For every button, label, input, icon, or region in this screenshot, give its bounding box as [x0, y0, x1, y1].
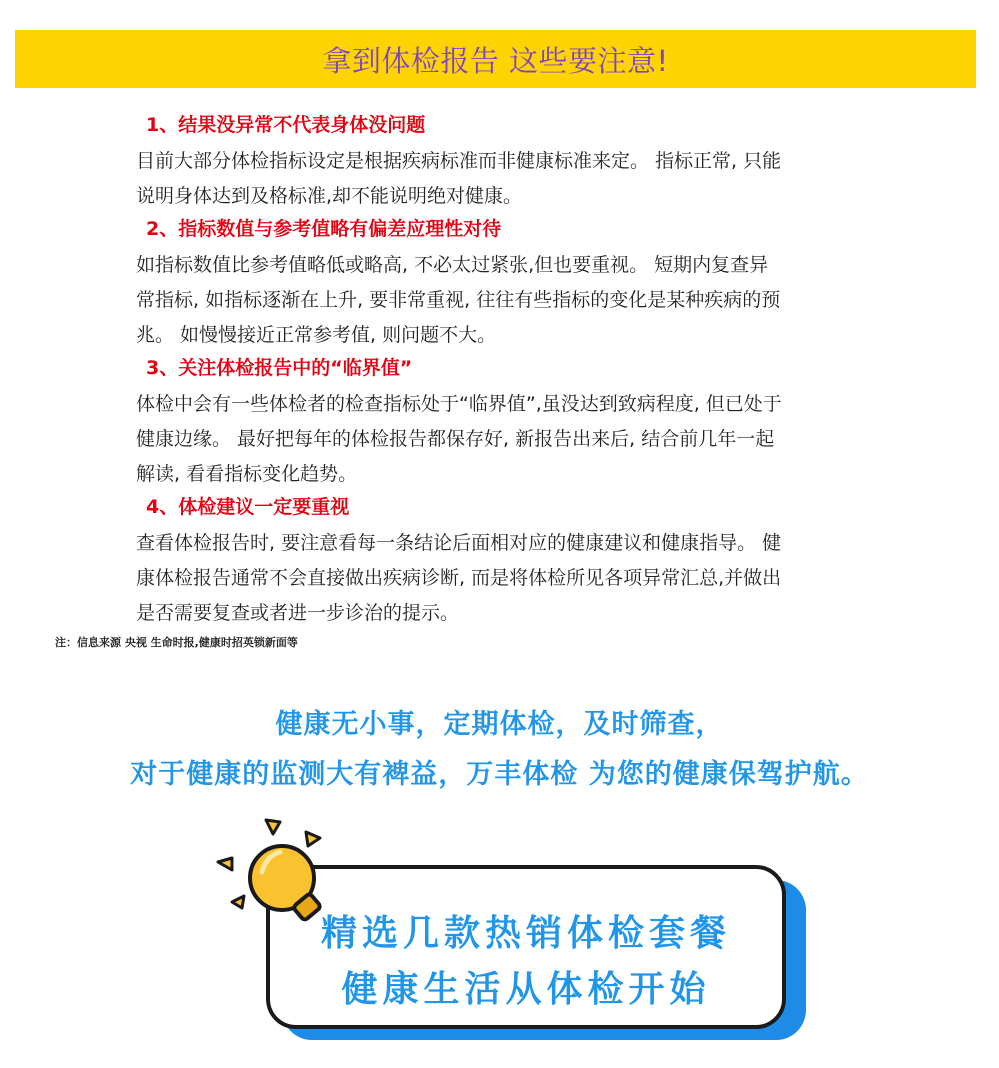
section-4 — [136, 492, 866, 631]
section-line: 兆。 如慢慢接近正常参考值, 则问题不大。 — [136, 324, 497, 346]
section-line: 康体检报告通常不会直接做出疾病诊断, 而是将体检所见各项异常汇总,并做出 — [136, 567, 782, 589]
section-line: 查看体检报告时, 要注意看每一条结论后面相对应的健康建议和健康指导。 健 — [136, 532, 782, 554]
section-heading: 3、关注体检报告中的“临界值” — [146, 357, 413, 379]
section-heading: 4、体检建议一定要重视 — [146, 496, 350, 518]
section-3 — [136, 353, 866, 492]
section-line: 如指标数值比参考值略低或略高, 不必太过紧张,但也要重视。 短期内复查异 — [136, 254, 769, 276]
lightbulb-icon — [210, 810, 340, 930]
section-heading: 2、指标数值与参考值略有偏差应理性对待 — [146, 218, 502, 240]
section-line: 解读, 看看指标变化趋势。 — [136, 463, 358, 485]
section-line: 说明身体达到及格标准,却不能说明绝对健康。 — [136, 185, 523, 207]
section-line: 常指标, 如指标逐渐在上升, 要非常重视, 往往有些指标的变化是某种疾病的预 — [136, 289, 781, 311]
section-1 — [136, 110, 866, 214]
source-note: 注：信息来源 央视 生命时报,健康时招英锁新面等 — [55, 636, 298, 649]
section-line: 健康边缘。 最好把每年的体检报告都保存好, 新报告出来后, 结合前几年一起 — [136, 428, 775, 450]
promo-card[interactable] — [266, 865, 786, 1029]
page-title: 拿到体检报告 这些要注意! — [322, 43, 669, 78]
title-banner — [15, 30, 976, 88]
section-line: 目前大部分体检指标设定是根据疾病标准而非健康标准来定。 指标正常, 只能 — [136, 150, 782, 172]
promo-line: 健康生活从体检开始 — [341, 969, 711, 1010]
article-content — [136, 110, 866, 631]
section-heading: 1、结果没异常不代表身体没问题 — [146, 114, 426, 136]
section-line: 是否需要复查或者进一步诊治的提示。 — [136, 602, 460, 624]
section-2 — [136, 214, 866, 353]
promo-line: 精选几款热销体检套餐 — [320, 913, 731, 954]
slogan-line: 对于健康的监测大有裨益，万丰体检 为您的健康保驾护航。 — [130, 759, 869, 790]
slogan-line: 健康无小事，定期体检，及时筛查， — [275, 709, 724, 740]
section-line: 体检中会有一些体检者的检查指标处于“临界值”,虽没达到致病程度, 但已处于 — [136, 393, 782, 415]
